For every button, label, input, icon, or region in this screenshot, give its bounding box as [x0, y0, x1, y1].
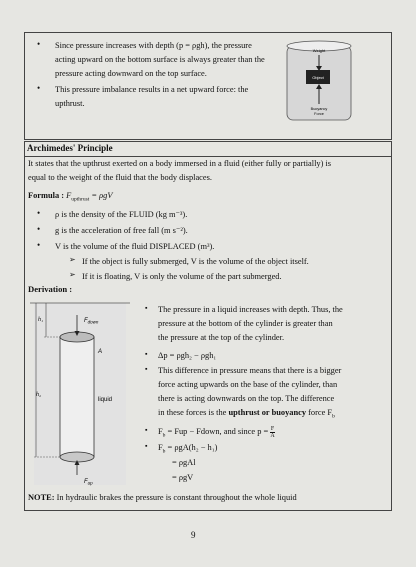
formula-item-volume: V is the volume of the fluid DISPLACED (m³). [55, 242, 215, 251]
derivation-pressure-depth: The pressure in a liquid increases with depth. Thus, the pressure at the bottom of the cylinder is greater than the pressure at the top of the cylinder. [158, 305, 343, 342]
archimedes-statement: It states that the upthrust exerted on a body immersed in a fluid (either fully or partially) is equal to the weight of the fluid that the body displaces. [28, 159, 332, 182]
bullet: ▪ [145, 426, 148, 434]
bullet: • [37, 224, 41, 234]
page-number: 9 [191, 530, 196, 540]
derivation-rhogal: = ρgAl [172, 458, 196, 467]
force-label: Force [314, 112, 324, 116]
cylinder-body [60, 337, 94, 457]
derivation-delta-p: Δp = ρgh₂ − ρgh₁ [158, 351, 217, 360]
derivation-heading: Derivation : [28, 284, 73, 294]
sub-item-fully-submerged: If the object is fully submerged, V is the volume of the object itself. [82, 257, 309, 266]
fup-label: $F_{up}$ [84, 479, 93, 486]
bullet: ▪ [145, 365, 148, 373]
bullet: • [37, 208, 41, 218]
bullet: ▪ [145, 442, 148, 450]
h1-label: h₁ [38, 317, 44, 323]
formula-line: Formula : $F_{upthrust} = \rho gV$ [28, 191, 113, 203]
fdown-label: $F_{down}$ [84, 318, 99, 325]
bullet: ▪ [145, 350, 148, 358]
sub-item-floating: If it is floating, V is only the volume of the part submerged. [82, 272, 282, 281]
formula-item-density: ρ is the density of the FLUID (kg m⁻³). [55, 210, 188, 219]
bullet: • [37, 83, 41, 93]
bullet: • [37, 240, 41, 250]
bullet-text-pressure-imbalance: This pressure imbalance results in a net upward force: the upthrust. [55, 85, 249, 108]
buoyancy-figure [284, 40, 354, 124]
arrow-bullet-icon: ➢ [69, 255, 76, 264]
formula-item-gravity: g is the acceleration of free fall (m s⁻²). [55, 226, 188, 235]
formula-f: F [66, 191, 72, 200]
buoyancy-label: Buoyancy [310, 107, 328, 111]
object-label: Object [312, 75, 324, 80]
weight-label: Weight [312, 48, 326, 53]
cylinder-figure [30, 297, 130, 489]
area-label: A [98, 349, 103, 355]
formula-rhs: = ρgV [89, 191, 113, 200]
arrow-bullet-icon: ➢ [69, 270, 76, 279]
bullet: • [37, 39, 41, 49]
liquid-label: liquid [98, 397, 113, 403]
derivation-fb-expression: $F_b = \rho gA(h_2 - h_1)$ [158, 443, 218, 455]
h2-label: h₂ [36, 392, 42, 398]
bullet: ▪ [145, 304, 148, 312]
archimedes-heading: Archimedes' Principle [27, 143, 113, 153]
derivation-rhogv: = ρgV [172, 473, 194, 482]
note-line: NOTE: In hydraulic brakes the pressure is constant throughout the whole liquid [28, 493, 297, 502]
derivation-difference: This difference in pressure means that there is a bigger force acting upwards on the base of the cylinder, than there is acting downwards on the top. The difference in these forces is the upthrust or buoyancy force $F_b$ [158, 366, 342, 420]
derivation-fb-definition: $F_b$ = Fup − Fdown, and since p = $\frac{F}{A}$ [158, 425, 275, 439]
bullet-text-pressure-depth: Since pressure increases with depth (p = ρgh), the pressure acting upward on the bottom surface is always greater than the pressure acting downward on the top surface. [55, 41, 265, 78]
